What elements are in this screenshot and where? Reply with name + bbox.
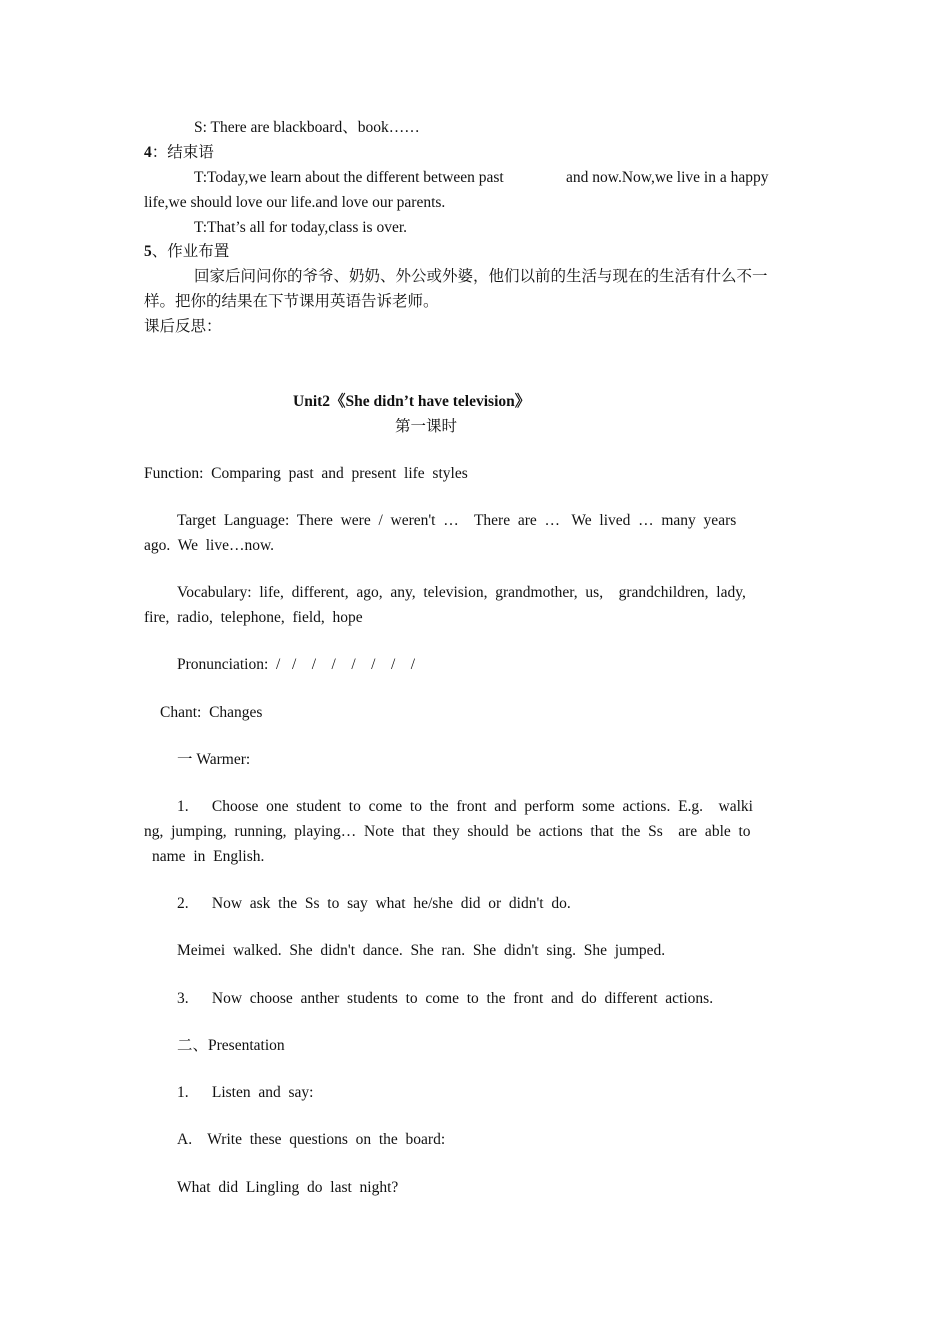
teacher-closing-line-2: life,we should love our life.and love our parents. bbox=[144, 194, 446, 211]
pronunciation-line: Pronunciation: / / / / / / / / bbox=[177, 656, 416, 673]
warmer-step-2: 2. Now ask the Ss to say what he/she did or didn't do. bbox=[177, 895, 571, 912]
board-question: What did Lingling do last night? bbox=[177, 1179, 399, 1196]
warmer-heading: 一 Warmer: bbox=[177, 751, 251, 768]
warmer-step-1-line-3: name in English. bbox=[152, 848, 265, 865]
section-4-heading bbox=[144, 143, 214, 163]
section-4-title: 结束语 bbox=[167, 144, 214, 161]
teacher-closing-line-1b: and now.Now,we live in a happy bbox=[566, 169, 769, 186]
section-5-heading bbox=[144, 242, 229, 262]
homework-line-1: 回家后问问你的爷爷、奶奶、外公或外婆，他们以前的生活与现在的生活有什么不一 bbox=[194, 268, 768, 285]
section-4-separator: ： bbox=[151, 144, 168, 161]
section-5-title: 作业布置 bbox=[167, 243, 230, 260]
target-language-line-1: Target Language: There were / weren't … There are … We lived … many years bbox=[177, 512, 737, 529]
reflection-label: 课后反思： bbox=[144, 318, 222, 335]
vocabulary-line-1: Vocabulary: life, different, ago, any, television, grandmother, us, grandchildren, lady, bbox=[177, 584, 746, 601]
section-5-number: 5 bbox=[144, 243, 152, 260]
section-5-separator: 、 bbox=[151, 243, 168, 260]
warmer-step-3: 3. Now choose anther students to come to the front and do different actions. bbox=[177, 990, 714, 1007]
warmer-step-1-line-1: 1. Choose one student to come to the front and perform some actions. E.g. walki bbox=[177, 798, 753, 815]
warmer-step-1-line-2: ng, jumping, running, playing… Note that they should be actions that the Ss are able to bbox=[144, 823, 751, 840]
vocabulary-line-2: fire, radio, telephone, field, hope bbox=[144, 609, 363, 626]
example-sentences: Meimei walked. She didn't dance. She ran. She didn't sing. She jumped. bbox=[177, 942, 666, 959]
homework-line-2: 样。把你的结果在下节课用英语告诉老师。 bbox=[144, 293, 439, 310]
function-line: Function: Comparing past and present life styles bbox=[144, 465, 468, 482]
chant-line: Chant: Changes bbox=[160, 704, 263, 721]
presentation-heading: 二、Presentation bbox=[177, 1037, 285, 1054]
lesson-number: 第一课时 bbox=[395, 418, 458, 435]
section-4-number: 4 bbox=[144, 144, 152, 161]
presentation-step-1: 1. Listen and say: bbox=[177, 1084, 314, 1101]
student-line: S: There are blackboard、book…… bbox=[194, 119, 420, 136]
teacher-closing-line-1a: T:Today,we learn about the different between past bbox=[194, 169, 504, 186]
presentation-step-a: A. Write these questions on the board: bbox=[177, 1131, 446, 1148]
target-language-line-2: ago. We live…now. bbox=[144, 537, 275, 554]
teacher-dismissal-line: T:That’s all for today,class is over. bbox=[194, 219, 408, 236]
unit-title: Unit2《She didn’t have television》 bbox=[293, 393, 531, 410]
